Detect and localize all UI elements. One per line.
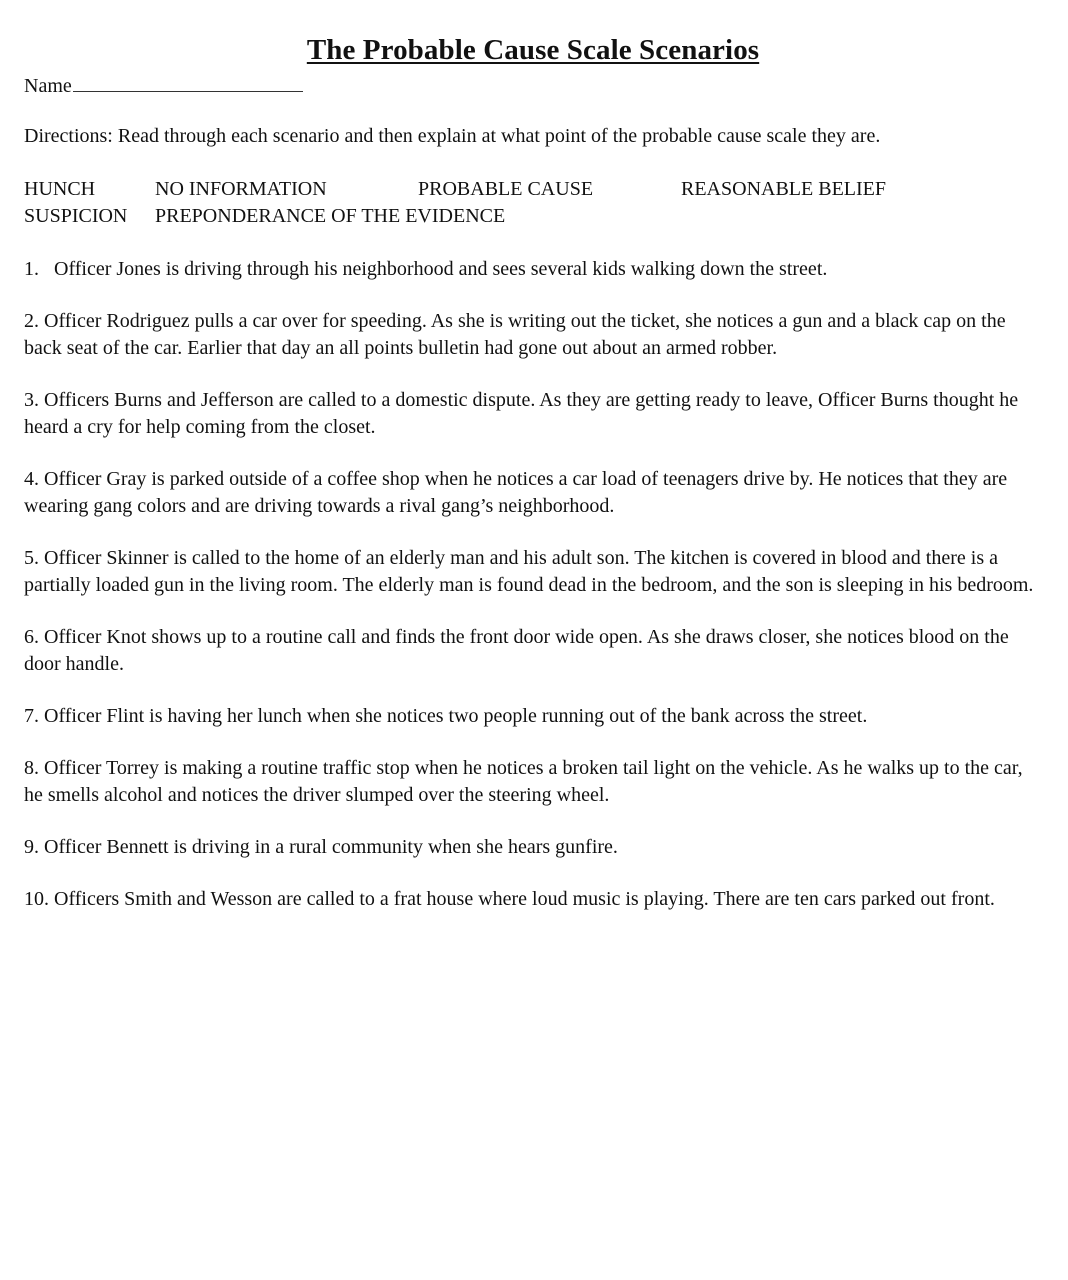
scenario-item: 10. Officers Smith and Wesson are called to a frat house where loud music is playing. There are ten cars parked out front. (24, 888, 995, 910)
name-label: Name (24, 75, 72, 97)
scenario-list (24, 256, 1044, 938)
name-field (24, 73, 303, 98)
scale-term: PROBABLE CAUSE (418, 178, 594, 200)
scale-term: SUSPICION (24, 205, 128, 227)
scenario-item: 4. Officer Gray is parked outside of a coffee shop when he notices a car load of teenagers drive by. He notices that they are wearing gang colors and are driving towards a rival gang’s neighborhood. (24, 468, 1008, 517)
scale-term: PREPONDERANCE OF THE EVIDENCE (155, 205, 506, 227)
scenario-item: 6. Officer Knot shows up to a routine call and finds the front door wide open. As she draws closer, she notices blood on the door handle. (24, 626, 1009, 675)
scenario-item: 7. Officer Flint is having her lunch when she notices two people running out of the bank across the street. (24, 705, 868, 727)
scenario-item: 3. Officers Burns and Jefferson are called to a domestic dispute. As they are getting ready to leave, Officer Burns thought he heard a cry for help coming from the closet. (24, 389, 1019, 438)
scale-term: REASONABLE BELIEF (681, 178, 886, 200)
name-blank-line[interactable] (73, 73, 303, 92)
scenario-item: 2. Officer Rodriguez pulls a car over for speeding. As she is writing out the ticket, she notices a gun and a black cap on the back seat of the car. Earlier that day an all points bulletin had gone out about an armed robber. (24, 310, 1006, 359)
page-title: The Probable Cause Scale Scenarios (306, 34, 760, 66)
scenario-item: 9. Officer Bennett is driving in a rural community when she hears gunfire. (24, 836, 618, 858)
scenario-item: 8. Officer Torrey is making a routine traffic stop when he notices a broken tail light on the vehicle. As he walks up to the car, he smells alcohol and notices the driver slumped over the steering wheel. (24, 757, 1023, 806)
scenario-item: 5. Officer Skinner is called to the home of an elderly man and his adult son. The kitchen is covered in blood and there is a partially loaded gun in the living room. The elderly man is found dead in the bedroom, and the son is sleeping in his bedroom. (24, 547, 1034, 596)
scenario-item: 1. Officer Jones is driving through his neighborhood and sees several kids walking down the street. (24, 258, 828, 280)
scale-term: HUNCH (24, 178, 96, 200)
scale-term: NO INFORMATION (155, 178, 327, 200)
directions-text: Directions: Read through each scenario and then explain at what point of the probable cause scale they are. (24, 125, 881, 147)
